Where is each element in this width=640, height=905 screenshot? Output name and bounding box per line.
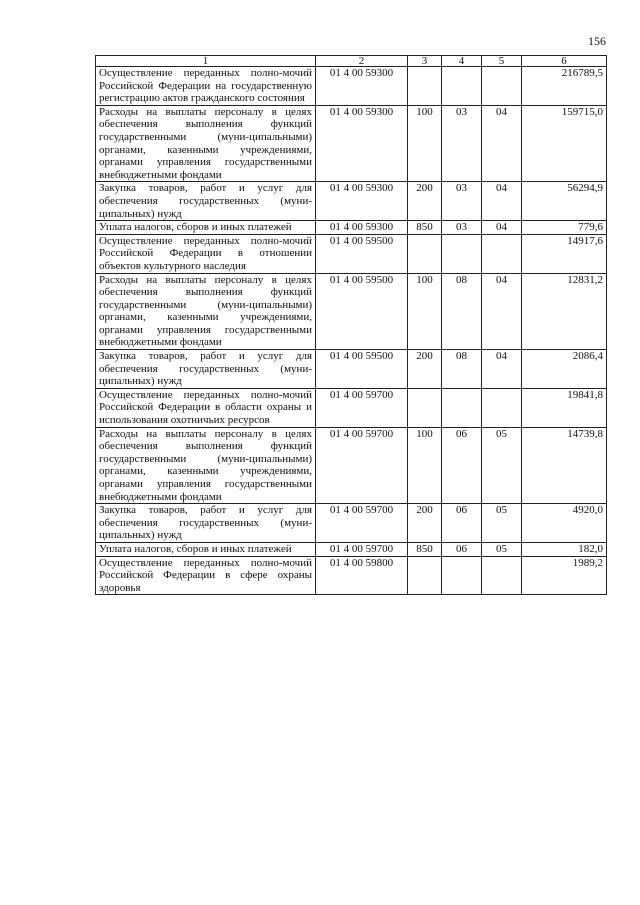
column-header: 1 xyxy=(96,56,316,67)
subsection-code-cell: 04 xyxy=(482,105,522,182)
section-code-cell xyxy=(442,556,482,595)
subsection-code-cell: 04 xyxy=(482,273,522,350)
column-header: 5 xyxy=(482,56,522,67)
amount-cell: 1989,2 xyxy=(522,556,607,595)
table-header-row xyxy=(96,56,607,67)
section-code-cell: 03 xyxy=(442,182,482,221)
subsection-code-cell xyxy=(482,556,522,595)
expense-name-cell: Закупка товаров, работ и услуг для обеспечения государственных (муни-ципальных) нужд xyxy=(96,504,316,543)
table-row xyxy=(96,273,607,350)
table-row xyxy=(96,427,607,504)
expense-type-code-cell xyxy=(408,556,442,595)
target-code-cell: 01 4 00 59700 xyxy=(316,427,408,504)
column-header: 2 xyxy=(316,56,408,67)
table-row xyxy=(96,542,607,556)
section-code-cell xyxy=(442,388,482,427)
target-code-cell: 01 4 00 59500 xyxy=(316,350,408,389)
section-code-cell: 03 xyxy=(442,221,482,235)
expense-type-code-cell: 200 xyxy=(408,504,442,543)
expense-name-cell: Осуществление переданных полно-мочий Российской Федерации в сфере охраны здоровья xyxy=(96,556,316,595)
column-header: 6 xyxy=(522,56,607,67)
section-code-cell: 06 xyxy=(442,542,482,556)
expense-type-code-cell: 100 xyxy=(408,105,442,182)
page-number: 156 xyxy=(588,34,606,48)
expense-name-cell: Уплата налогов, сборов и иных платежей xyxy=(96,221,316,235)
amount-cell: 4920,0 xyxy=(522,504,607,543)
expense-name-cell: Расходы на выплаты персоналу в целях обеспечения выполнения функций государственными (муни-ципальными) органами, казенными учреждениями, органами управления государственными внебюджетными фондами xyxy=(96,427,316,504)
target-code-cell: 01 4 00 59800 xyxy=(316,556,408,595)
amount-cell: 56294,9 xyxy=(522,182,607,221)
expense-type-code-cell: 100 xyxy=(408,273,442,350)
expense-name-cell: Уплата налогов, сборов и иных платежей xyxy=(96,542,316,556)
amount-cell: 14739,8 xyxy=(522,427,607,504)
subsection-code-cell: 04 xyxy=(482,350,522,389)
target-code-cell: 01 4 00 59300 xyxy=(316,67,408,106)
expense-name-cell: Расходы на выплаты персоналу в целях обеспечения выполнения функций государственными (муни-ципальными) органами, казенными учреждениями, органами управления государственными внебюджетными фондами xyxy=(96,105,316,182)
expense-type-code-cell: 100 xyxy=(408,427,442,504)
table-row xyxy=(96,556,607,595)
amount-cell: 12831,2 xyxy=(522,273,607,350)
target-code-cell: 01 4 00 59500 xyxy=(316,234,408,273)
expense-type-code-cell: 850 xyxy=(408,542,442,556)
section-code-cell: 08 xyxy=(442,273,482,350)
expense-name-cell: Закупка товаров, работ и услуг для обеспечения государственных (муни-ципальных) нужд xyxy=(96,182,316,221)
table-row xyxy=(96,234,607,273)
target-code-cell: 01 4 00 59700 xyxy=(316,504,408,543)
column-header: 4 xyxy=(442,56,482,67)
amount-cell: 2086,4 xyxy=(522,350,607,389)
expense-name-cell: Осуществление переданных полно-мочий Российской Федерации на государственную регистрацию актов гражданского состояния xyxy=(96,67,316,106)
target-code-cell: 01 4 00 59700 xyxy=(316,388,408,427)
target-code-cell: 01 4 00 59700 xyxy=(316,542,408,556)
expense-type-code-cell: 200 xyxy=(408,350,442,389)
amount-cell: 159715,0 xyxy=(522,105,607,182)
amount-cell: 19841,8 xyxy=(522,388,607,427)
amount-cell: 14917,6 xyxy=(522,234,607,273)
section-code-cell xyxy=(442,234,482,273)
subsection-code-cell: 05 xyxy=(482,542,522,556)
expense-type-code-cell: 200 xyxy=(408,182,442,221)
amount-cell: 216789,5 xyxy=(522,67,607,106)
table-row xyxy=(96,221,607,235)
section-code-cell: 06 xyxy=(442,504,482,543)
subsection-code-cell: 04 xyxy=(482,221,522,235)
subsection-code-cell xyxy=(482,234,522,273)
amount-cell: 779,6 xyxy=(522,221,607,235)
subsection-code-cell: 05 xyxy=(482,427,522,504)
expense-type-code-cell xyxy=(408,67,442,106)
subsection-code-cell: 05 xyxy=(482,504,522,543)
table-row xyxy=(96,67,607,106)
subsection-code-cell xyxy=(482,388,522,427)
section-code-cell: 06 xyxy=(442,427,482,504)
expense-type-code-cell: 850 xyxy=(408,221,442,235)
section-code-cell: 03 xyxy=(442,105,482,182)
expense-type-code-cell xyxy=(408,388,442,427)
table-row xyxy=(96,105,607,182)
table-row xyxy=(96,182,607,221)
table-row xyxy=(96,350,607,389)
target-code-cell: 01 4 00 59300 xyxy=(316,221,408,235)
table-body xyxy=(96,67,607,595)
section-code-cell xyxy=(442,67,482,106)
subsection-code-cell: 04 xyxy=(482,182,522,221)
target-code-cell: 01 4 00 59500 xyxy=(316,273,408,350)
subsection-code-cell xyxy=(482,67,522,106)
column-header: 3 xyxy=(408,56,442,67)
section-code-cell: 08 xyxy=(442,350,482,389)
amount-cell: 182,0 xyxy=(522,542,607,556)
expense-name-cell: Осуществление переданных полно-мочий Российской Федерации в отношении объектов культурного наследия xyxy=(96,234,316,273)
target-code-cell: 01 4 00 59300 xyxy=(316,105,408,182)
expense-name-cell: Осуществление переданных полно-мочий Российской Федерации в области охраны и использования охотничьих ресурсов xyxy=(96,388,316,427)
expense-type-code-cell xyxy=(408,234,442,273)
target-code-cell: 01 4 00 59300 xyxy=(316,182,408,221)
expense-name-cell: Расходы на выплаты персоналу в целях обеспечения выполнения функций государственными (муни-ципальными) органами, казенными учреждениями, органами управления государственными внебюджетными фондами xyxy=(96,273,316,350)
budget-table xyxy=(95,55,607,595)
table-row xyxy=(96,388,607,427)
table-row xyxy=(96,504,607,543)
expense-name-cell: Закупка товаров, работ и услуг для обеспечения государственных (муни-ципальных) нужд xyxy=(96,350,316,389)
